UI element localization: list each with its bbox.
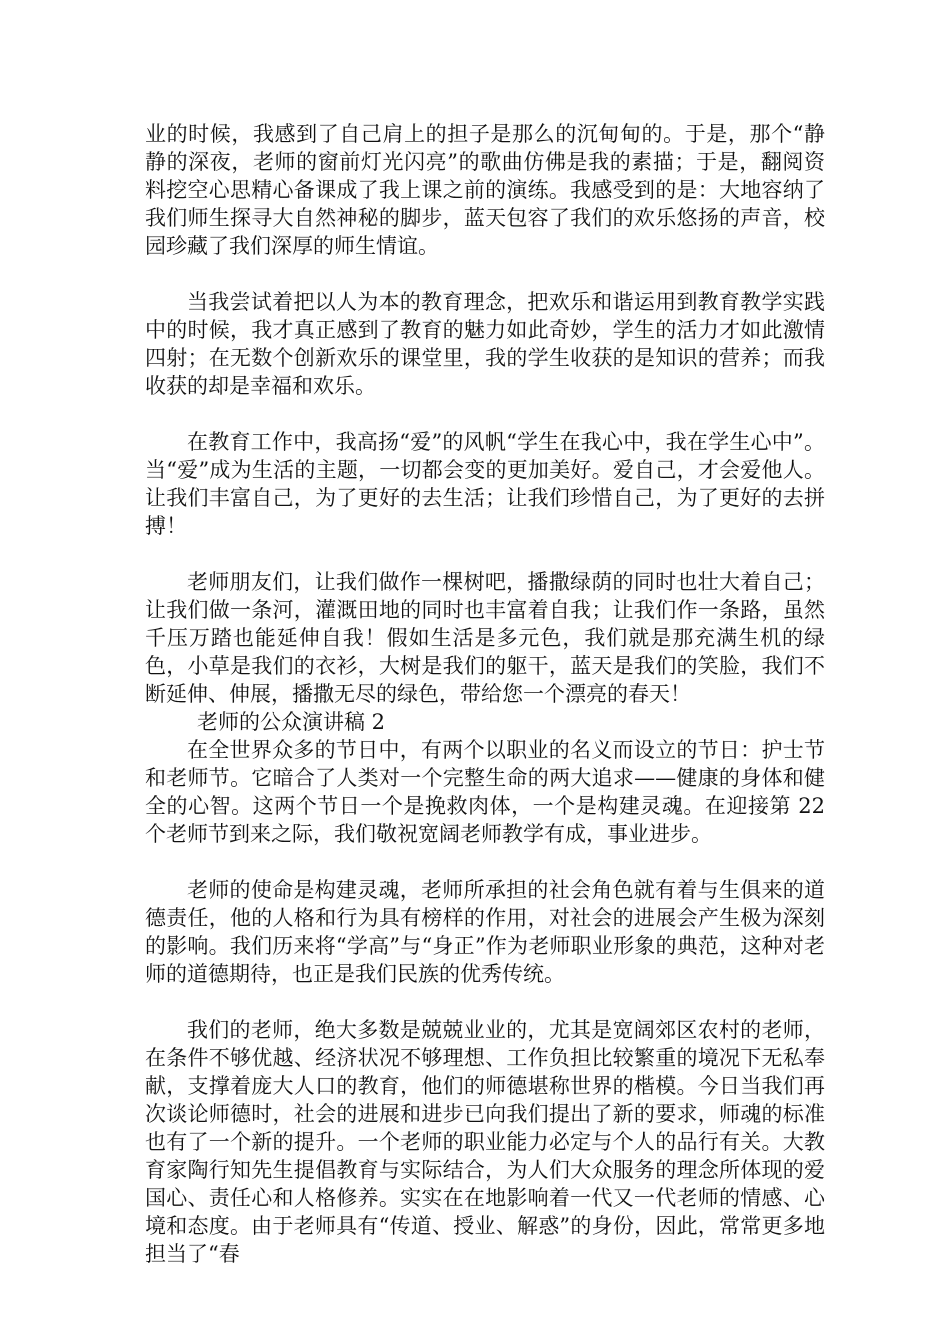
document-page — [145, 120, 825, 1268]
paragraph-gap — [145, 988, 825, 1016]
paragraph-gap — [145, 540, 825, 568]
paragraph-2: 当我尝试着把以人为本的教育理念，把欢乐和谐运用到教育教学实践中的时候，我才真正感到了教育的魅力如此奇妙，学生的活力才如此激情四射；在无数个创新欢乐的课堂里，我的学生收获的是知识的营养；而我收获的却是幸福和欢乐。 — [145, 290, 825, 398]
paragraph-4: 老师朋友们，让我们做作一棵树吧，播撒绿荫的同时也壮大着自己；让我们做一条河，灌溉田地的同时也丰富着自我；让我们作一条路，虽然千压万踏也能延伸自我！假如生活是多元色，我们就是那充满生机的绿色，小草是我们的衣衫，大树是我们的躯干，蓝天是我们的笑脸，我们不断延伸、伸展，播撒无尽的绿色，带给您一个漂亮的春天！ — [145, 570, 825, 706]
speech-title: 老师的公众演讲稿 2 — [197, 710, 386, 734]
paragraph-3: 在教育工作中，我高扬“爱”的风帆“学生在我心中，我在学生心中”。当“爱”成为生活的主题，一切都会变的更加美好。爱自己，才会爱他人。让我们丰富自己，为了更好的去生活；让我们珍惜自己，为了更好的去拼搏！ — [145, 430, 825, 538]
paragraph-gap — [145, 848, 825, 876]
paragraph-5: 在全世界众多的节日中，有两个以职业的名义而设立的节日：护士节和老师节。它暗合了人类对一个完整生命的两大追求——健康的身体和健全的心智。这两个节日一个是挽救肉体，一个是构建灵魂。在迎接第 22 个老师节到来之际，我们敬祝宽阔老师教学有成，事业进步。 — [145, 738, 825, 846]
paragraph-gap — [145, 400, 825, 428]
paragraph-6: 老师的使命是构建灵魂，老师所承担的社会角色就有着与生俱来的道德责任，他的人格和行为具有榜样的作用，对社会的进展会产生极为深刻的影响。我们历来将“学高”与“身正”作为老师职业形象的典范，这种对老师的道德期待，也正是我们民族的优秀传统。 — [145, 878, 825, 986]
paragraph-7: 我们的老师，绝大多数是兢兢业业的，尤其是宽阔郊区农村的老师，在条件不够优越、经济状况不够理想、工作负担比较繁重的境况下无私奉献，支撑着庞大人口的教育，他们的师德堪称世界的楷模。今日当我们再次谈论师德时，社会的进展和进步已向我们提出了新的要求，师魂的标准也有了一个新的提升。一个老师的职业能力必定与个人的品行有关。大教育家陶行知先生提倡教育与实际结合，为人们大众服务的理念所体现的爱国心、责任心和人格修养。实实在在地影响着一代又一代老师的情感、心境和态度。由于老师具有“传道、授业、解惑”的身份，因此，常常更多地担当了“春 — [145, 1018, 825, 1266]
paragraph-1: 业的时候，我感到了自己肩上的担子是那么的沉甸甸的。于是，那个“静静的深夜，老师的窗前灯光闪亮”的歌曲仿佛是我的素描；于是，翻阅资料挖空心思精心备课成了我上课之前的演练。我感受到的是：大地容纳了我们师生探寻大自然神秘的脚步，蓝天包容了我们的欢乐悠扬的声音，校园珍藏了我们深厚的师生情谊。 — [145, 122, 825, 258]
paragraph-gap — [145, 260, 825, 288]
